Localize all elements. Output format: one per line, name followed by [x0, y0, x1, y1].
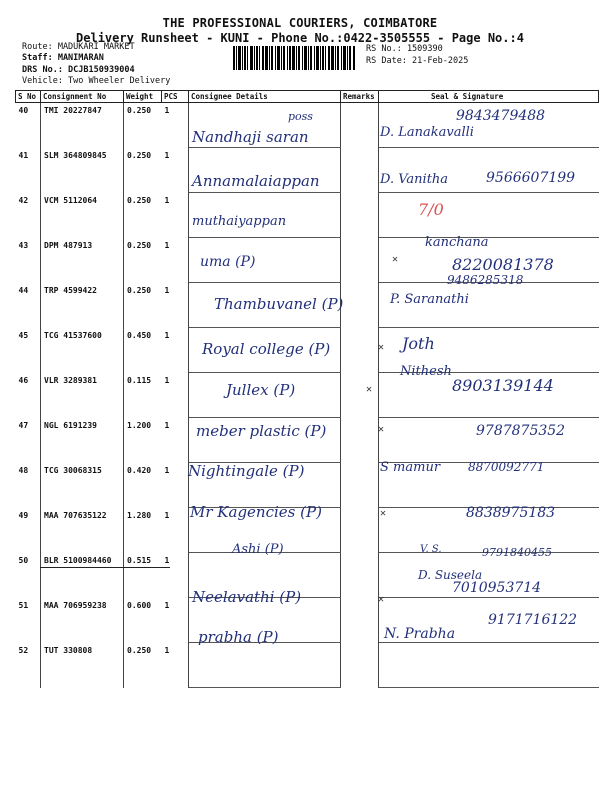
handwritten-consignee: Jullex (P): [226, 381, 296, 399]
handwritten-signature: D. Vanitha: [380, 172, 449, 187]
cell-consignment: VLR 3289381: [41, 373, 124, 418]
handwritten-phone: 9791840455: [482, 546, 552, 559]
handwritten-phone: 8838975183: [466, 505, 556, 521]
rs-date: RS Date: 21-Feb-2025: [366, 56, 469, 66]
handwritten-consignee: Annamalaiappan: [192, 172, 320, 190]
cell-remarks: [341, 508, 379, 553]
handwritten-phone: 9486285318: [447, 273, 524, 287]
col-consignee: Consignee Details: [189, 91, 341, 103]
cell-sno: 43: [16, 238, 41, 283]
handwritten-phone: 9787875352: [476, 423, 566, 439]
cell-seal: [379, 643, 599, 688]
cell-consignment: VCM 5112064: [41, 193, 124, 238]
cell-consignment: MAA 706959238: [41, 598, 124, 643]
cell-sno: 41: [16, 148, 41, 193]
cell-weight: 0.250: [127, 645, 152, 655]
col-consignment: Consignment No: [41, 91, 124, 103]
cell-sno: 45: [16, 328, 41, 373]
handwritten-consignee: Neelavathi (P): [192, 588, 302, 606]
cell-remarks: [341, 103, 379, 148]
handwritten-consignee: Royal college (P): [202, 340, 331, 358]
handwritten-signature: Nithesh: [400, 364, 452, 379]
handwritten-phone: 8870092771: [468, 460, 545, 474]
cell-sno: 51: [16, 598, 41, 643]
cell-remarks: [341, 148, 379, 193]
runsheet-title: THE PROFESSIONAL COURIERS, COIMBATORE: [162, 16, 438, 30]
cell-pcs: 1: [162, 193, 189, 238]
rs-number: RS No.: 1509390: [366, 44, 443, 54]
tick-mark: ✕: [380, 508, 387, 519]
strikethrough-line: [40, 567, 170, 568]
cell-pcs: 1: [162, 418, 189, 463]
handwritten-signature: S mamur: [380, 460, 441, 475]
cell-remarks: [341, 553, 379, 598]
cell-weight: 0.250: [127, 285, 152, 295]
vehicle-label: Vehicle: Two Wheeler Delivery: [22, 76, 171, 86]
cell-sno: 52: [16, 643, 41, 688]
handwritten-consignee: Nightingale (P): [188, 462, 305, 480]
cell-consignment: SLM 364809845: [41, 148, 124, 193]
cell-sno: 46: [16, 373, 41, 418]
handwritten-phone: 8220081378: [452, 255, 554, 274]
table-row: [16, 193, 599, 238]
cell-remarks: [341, 373, 379, 418]
cell-sno: 47: [16, 418, 41, 463]
col-seal: Seal & Signature: [379, 91, 599, 103]
handwritten-signature: P. Saranathi: [390, 292, 469, 307]
cell-consignment: BLR 5100984460: [41, 553, 124, 598]
cell-sno: 40: [16, 103, 41, 148]
handwritten-consignee: muthaiyappan: [192, 214, 287, 229]
cell-pcs: 1: [162, 103, 189, 148]
handwritten-consignee: prabha (P): [198, 628, 279, 646]
tick-mark: ✕: [392, 254, 399, 265]
runsheet-subtitle: Delivery Runsheet - KUNI - Phone No.:0422-3505555 - Page No.:4: [76, 31, 524, 45]
barcode-image: [233, 46, 355, 70]
col-sno: S No: [16, 91, 41, 103]
handwritten-note: poss: [288, 110, 313, 123]
cell-weight: 0.600: [127, 600, 152, 610]
handwritten-signature: kanchana: [425, 235, 489, 250]
cell-remarks: [341, 643, 379, 688]
cell-sno: 49: [16, 508, 41, 553]
cell-weight: 0.250: [127, 195, 152, 205]
cell-sno: 42: [16, 193, 41, 238]
cell-pcs: 1: [162, 328, 189, 373]
cell-consignment: TCG 30068315: [41, 463, 124, 508]
cell-consignment: TMI 20227847: [41, 103, 124, 148]
handwritten-phone: 9566607199: [486, 170, 576, 186]
cell-weight: 0.250: [127, 150, 152, 160]
cell-pcs: 1: [162, 283, 189, 328]
cell-weight: 0.250: [127, 240, 152, 250]
handwritten-signature: Joth: [402, 334, 435, 353]
cell-consignment: TRP 4599422: [41, 283, 124, 328]
col-remarks: Remarks: [341, 91, 379, 103]
route-label: Route: MADUKARI MARKET: [22, 42, 135, 52]
cell-sno: 48: [16, 463, 41, 508]
cell-pcs: 1: [162, 598, 189, 643]
cell-sno: 44: [16, 283, 41, 328]
handwritten-consignee: Ashi (P): [232, 542, 284, 557]
cell-pcs: 1: [162, 463, 189, 508]
handwritten-consignee: Mr Kagencies (P): [190, 503, 322, 521]
handwritten-signature: D. Lanakavalli: [380, 125, 474, 140]
cell-consignment: TCG 41537600: [41, 328, 124, 373]
cell-remarks: [341, 418, 379, 463]
red-handwritten-mark: 7/0: [418, 200, 444, 219]
handwritten-phone: 9843479488: [456, 108, 546, 124]
handwritten-phone: 9171716122: [488, 612, 578, 628]
cell-remarks: [341, 238, 379, 283]
cell-remarks: [341, 193, 379, 238]
handwritten-signature: V. S.: [420, 544, 442, 555]
cell-consignment: NGL 6191239: [41, 418, 124, 463]
cell-sno: 50: [16, 553, 41, 598]
cell-pcs: 1: [162, 238, 189, 283]
cell-pcs: 1: [162, 373, 189, 418]
cell-pcs: 1: [162, 553, 189, 598]
cell-consignment: MAA 707635122: [41, 508, 124, 553]
handwritten-consignee: uma (P): [200, 254, 256, 270]
handwritten-consignee: meber plastic (P): [196, 422, 327, 440]
handwritten-phone: 7010953714: [452, 580, 542, 596]
cell-weight: 0.515: [127, 555, 152, 565]
col-pcs: PCS: [162, 91, 189, 103]
table-header-row: [16, 91, 599, 103]
col-weight: Weight: [124, 91, 162, 103]
handwritten-consignee: Nandhaji saran: [192, 128, 309, 146]
handwritten-signature: D. Suseela: [418, 568, 483, 582]
cell-weight: 1.200: [127, 420, 152, 430]
cell-pcs: 1: [162, 643, 189, 688]
cell-consignee: [189, 643, 341, 688]
staff-label: Staff: MANIMARAN: [22, 53, 104, 63]
handwritten-phone: 8903139144: [452, 376, 554, 395]
cell-pcs: 1: [162, 148, 189, 193]
cell-remarks: [341, 283, 379, 328]
cell-weight: 0.450: [127, 330, 152, 340]
tick-mark: ✕: [378, 594, 385, 605]
handwritten-signature: N. Prabha: [384, 626, 456, 642]
cell-remarks: [341, 463, 379, 508]
cell-weight: 1.280: [127, 510, 152, 520]
cell-weight: 0.420: [127, 465, 152, 475]
cell-pcs: 1: [162, 508, 189, 553]
drs-label: DRS No.: DCJB150939004: [22, 65, 135, 75]
cell-weight: 0.115: [127, 375, 152, 385]
tick-mark: ✕: [378, 342, 385, 353]
cell-weight: 0.250: [127, 106, 152, 115]
cell-seal: [379, 193, 599, 238]
table-row: [16, 643, 599, 688]
cell-remarks: [341, 598, 379, 643]
cell-consignment: TUT 330808: [41, 643, 124, 688]
cell-remarks: [341, 328, 379, 373]
handwritten-consignee: Thambuvanel (P): [214, 295, 344, 313]
tick-mark: ✕: [366, 384, 373, 395]
cell-consignment: DPM 487913: [41, 238, 124, 283]
tick-mark: ✕: [378, 424, 385, 435]
